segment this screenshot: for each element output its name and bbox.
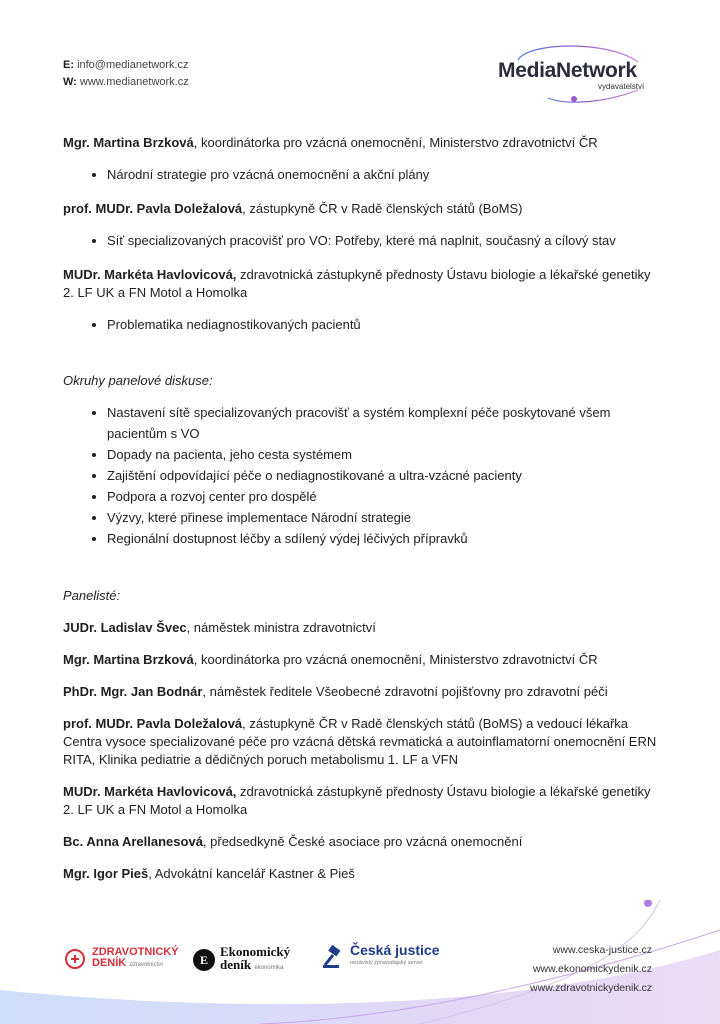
panelist-6: Bc. Anna Arellanesová, předsedkyně České asociace pro vzácná onemocnění	[63, 834, 523, 849]
url-ceska-justice[interactable]: www.ceska-justice.cz	[552, 944, 652, 956]
list-item: • Dopady na pacienta, jeho cesta systémem	[107, 444, 663, 465]
list-item: • Nastavení sítě specializovaných pracovišť a systém komplexní péče poskytované všem pacientům s VO	[107, 402, 663, 444]
url-zdravotnicky-denik[interactable]: www.zdravotnickydenik.cz	[530, 982, 652, 994]
footer-urls	[530, 941, 652, 998]
brand-ceska-justice[interactable]	[321, 944, 440, 970]
list-item: • Zajištění odpovídající péče o nediagnostikované a ultra-vzácné pacienty	[107, 465, 663, 486]
logo-subtitle: vydavatelství	[598, 82, 645, 91]
brand-line1: Ekonomický	[220, 944, 291, 959]
list-item: • Problematika nediagnostikovaných pacientů	[107, 316, 663, 334]
panelist-7: Mgr. Igor Pieš, Advokátní kancelář Kastner & Pieš	[63, 866, 355, 881]
brand-line1: ZDRAVOTNICKÝ	[92, 946, 179, 958]
brand-line2: deník	[220, 957, 252, 972]
speaker-1-topics	[63, 166, 663, 184]
list-item: • Síť specializovaných pracovišť pro VO: Potřeby, které má naplnit, současný a cílový stav	[107, 232, 663, 250]
brand-ekonomicky-denik[interactable]	[193, 945, 290, 975]
panelist-3: PhDr. Mgr. Jan Bodnár, náměstek ředitele Všeobecné zdravotní pojišťovny pro zdravotní péči	[63, 684, 608, 699]
brand-tag: zdravotnictví	[129, 962, 163, 968]
brand-line1: Česká justice	[350, 942, 440, 958]
speaker-2-topics	[63, 232, 663, 250]
heart-plus-icon	[64, 948, 88, 970]
speaker-1: Mgr. Martina Brzková, koordinátorka pro vzácná onemocnění, Ministerstvo zdravotnictví ČR	[63, 135, 598, 150]
web-line: W: www.medianetwork.cz	[63, 76, 189, 88]
web-link[interactable]: www.medianetwork.cz	[79, 76, 189, 88]
panelist-4: prof. MUDr. Pavla Doležalová, zástupkyně ČR v Radě členských států (BoMS) a vedoucí lékařka Centra vysoce specializované péče pro vzácná dětská revmatická a autoinflamatorní onemocnění ERN RITA, Klinika pediatrie a dědičných poruch metabolismu 1. LF a VFN	[63, 716, 657, 767]
speaker-3: MUDr. Markéta Havlovicová, zdravotnická zástupkyně přednosty Ústavu biologie a lékařské genetiky 2. LF UK a FN Motol a Homolka	[63, 267, 651, 300]
contact-info	[63, 57, 189, 91]
speaker-3-topics	[63, 316, 663, 334]
panel-heading: Okruhy panelové diskuse:	[63, 373, 213, 388]
email-line: E: info@medianetwork.cz	[63, 59, 189, 71]
brand-line2: DENÍK	[92, 957, 127, 969]
brand-tag: nezávislý zpravodajský server	[350, 960, 424, 966]
list-item: • Výzvy, které přinese implementace Národní strategie	[107, 507, 663, 528]
list-item: • Národní strategie pro vzácná onemocnění a akční plány	[107, 166, 663, 184]
e-logo-icon: E	[193, 949, 215, 971]
document-body	[63, 130, 663, 883]
brand-tag: ekonomika	[254, 965, 284, 971]
email-link[interactable]: info@medianetwork.cz	[77, 59, 189, 71]
gavel-icon	[321, 945, 347, 969]
panelists-heading: Panelisté:	[63, 588, 121, 603]
speaker-2: prof. MUDr. Pavla Doležalová, zástupkyně ČR v Radě členských států (BoMS)	[63, 201, 523, 216]
footer	[0, 900, 720, 1024]
url-ekonomicky-denik[interactable]: www.ekonomickydenik.cz	[532, 963, 652, 975]
list-item: • Regionální dostupnost léčby a sdílený výdej léčivých přípravků	[107, 528, 663, 549]
medianetwork-logo	[488, 40, 668, 104]
panelist-1: JUDr. Ladislav Švec, náměstek ministra zdravotnictví	[63, 620, 376, 635]
panelist-5: MUDr. Markéta Havlovicová, zdravotnická zástupkyně přednosty Ústavu biologie a lékařské genetiky 2. LF UK a FN Motol a Homolka	[63, 784, 651, 817]
panel-topics	[63, 402, 663, 549]
list-item: • Podpora a rozvoj center pro dospělé	[107, 486, 663, 507]
panelist-2: Mgr. Martina Brzková, koordinátorka pro vzácná onemocnění, Ministerstvo zdravotnictví ČR	[63, 652, 598, 667]
brand-zdravotnicky-denik[interactable]	[64, 947, 179, 971]
logo-title: MediaNetwork	[498, 59, 637, 82]
